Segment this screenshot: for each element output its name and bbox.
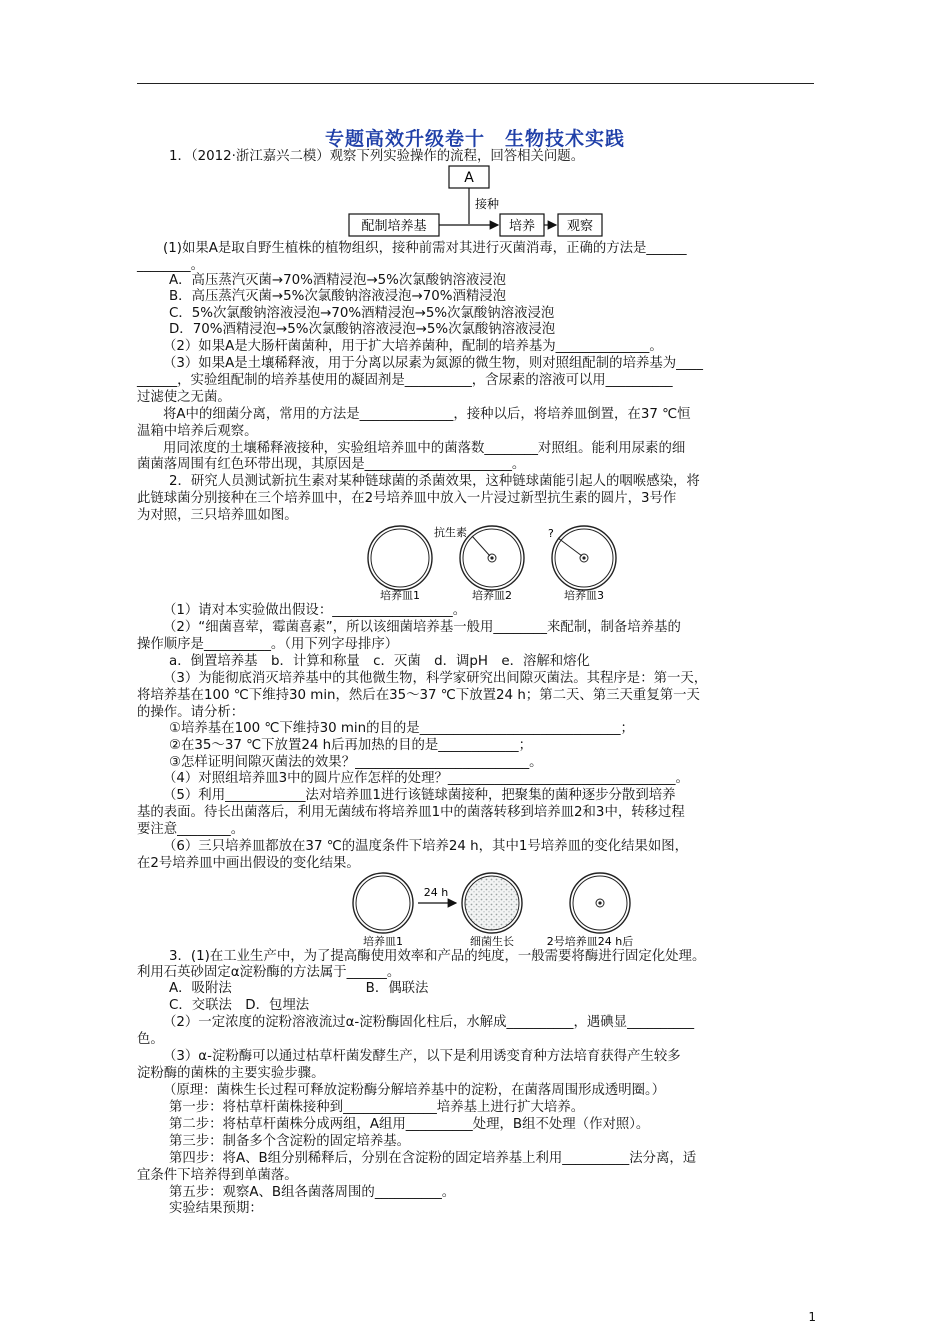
q2-part4: （4）对照组培养皿3中的圆片应作怎样的处理？__________________________________。 [163, 771, 689, 786]
q2-part3-item3: ③怎样证明间隙灭菌法的效果？__________________________。 [169, 755, 543, 770]
q3-step2: 第二步：将枯草杆菌株分成两组，A组用__________处理，B组不处理（作对照）。 [169, 1117, 650, 1132]
q3-step4: 第四步：将A、B组分别稀释后，分别在含淀粉的固定培养基上利用__________法分离，适 [169, 1151, 697, 1166]
q1-option-b: B．高压蒸汽灭菌→5%次氯酸钠溶液浸泡→70%酒精浸泡 [169, 289, 507, 304]
q3-part3: （3）α-淀粉酶可以通过枯草杆菌发酵生产，以下是利用诱变育种方法培育获得产生较多 [163, 1049, 681, 1064]
q1-option-c: C．5%次氯酸钠溶液浸泡→70%酒精浸泡→5%次氯酸钠溶液浸泡 [169, 306, 555, 321]
q2-part3-item1: ①培养基在100 ℃下维持30 min的目的是______________________________； [169, 721, 634, 736]
antibiotic-label: 抗生素 [434, 526, 467, 539]
question-mark-label: ? [548, 527, 554, 540]
question-1-stem: 1．（2012·浙江嘉兴二模）观察下列实验操作的流程，回答相关问题。 [169, 149, 585, 164]
page-number: 1 [808, 1310, 816, 1324]
growth-time-label: 24 h [423, 886, 449, 899]
q1-part1: (1)如果A是取自野生植株的植物组织，接种前需对其进行灭菌消毒，正确的方法是______ [163, 241, 687, 256]
q3-options-cd: C．交联法 D．包埋法 [169, 998, 310, 1013]
q3-stem-cont: 利用石英砂固定α淀粉酶的方法属于______。 [137, 965, 401, 980]
dish1-caption: 培养皿1 [380, 589, 420, 602]
growth-figure [350, 868, 640, 950]
question-2-stem: 2．研究人员测试新抗生素对某种链球菌的杀菌效果，这种链球菌能引起人的咽喉感染，将 [169, 474, 700, 489]
q2-part2: （2）“细菌喜荤，霉菌喜素”，所以该细菌培养基一般用________来配制，制备培养基的 [163, 620, 681, 635]
flow-culture-label: 培养 [508, 219, 536, 234]
q2-part6: （6）三只培养皿都放在37 ℃的温度条件下培养24 h，其中1号培养皿的变化结果如图， [163, 839, 689, 854]
page-title: 专题高效升级卷十 生物技术实践 [324, 128, 625, 150]
q1-isolation: 将A中的细菌分离，常用的方法是______________，接种以后，将培养皿倒置，在37 ℃恒 [163, 407, 691, 422]
q1-part2: （2）如果A是大肠杆菌菌种，用于扩大培养菌种，配制的培养基为______________。 [163, 339, 663, 354]
q1-option-a: A．高压蒸汽灭菌→70%酒精浸泡→5%次氯酸钠溶液浸泡 [169, 273, 507, 288]
q3-options-ab: A．吸附法 B．偶联法 [169, 981, 429, 996]
petri-dish-3 [552, 526, 616, 590]
growth-dish-1 [353, 873, 413, 933]
flow-inoculate-label: 接种 [475, 197, 500, 211]
q3-step4-cont: 宜条件下培养得到单菌落。 [137, 1168, 298, 1183]
q2-stem-end: 为对照，三只培养皿如图。 [137, 508, 298, 523]
q2-part6-cont: 在2号培养皿中画出假设的变化结果。 [137, 856, 360, 871]
q3-step3: 第三步：制备多个含淀粉的固定培养基。 [169, 1134, 411, 1149]
dish3-caption: 培养皿3 [564, 589, 604, 602]
q2-part2-cont: 操作顺序是__________。（用下列字母排序） [137, 637, 399, 652]
q3-expected-results: 实验结果预期： [169, 1201, 263, 1216]
q1-part3-end: 过滤使之无菌。 [137, 390, 231, 405]
flow-medium-label: 配制培养基 [361, 219, 427, 234]
q2-part1: （1）请对本实验做出假设：__________________。 [163, 603, 467, 618]
q2-part3-cont: 将培养基在100 ℃下维持30 min，然后在35～37 ℃下放置24 h；第二天、第三天重复第一天 [137, 688, 700, 703]
growth-dish1-caption: 培养皿1 [363, 935, 403, 948]
flow-diagram [345, 164, 605, 244]
petri-dish-2 [460, 526, 524, 590]
growth-dish2-caption: 2号培养皿24 h后 [546, 935, 634, 948]
q3-step1: 第一步：将枯草杆菌株接种到______________培养基上进行扩大培养。 [169, 1100, 585, 1115]
q1-part1-cont: ________。 [137, 258, 204, 273]
question-3-stem: 3．(1)在工业生产中，为了提高酶使用效率和产品的纯度，一般需要将酶进行固定化处理。 [169, 949, 706, 964]
q3-part3-cont: 淀粉酶的菌株的主要实验步骤。 [137, 1066, 325, 1081]
growth-caption: 细菌生长 [470, 935, 514, 948]
q1-part3-cont: ______，实验组配制的培养基使用的凝固剂是__________，含尿素的溶液可以用__________ [137, 373, 673, 388]
q3-part2-cont: 色。 [137, 1032, 164, 1047]
q1-part3: （3）如果A是土壤稀释液，用于分离以尿素为氮源的微生物，则对照组配制的培养基为____ [163, 356, 703, 371]
header-rule [137, 83, 814, 84]
q2-part5: （5）利用____________法对培养皿1进行该链球菌接种，把聚集的菌种逐步分散到培养 [163, 788, 676, 803]
q2-part5-end: 要注意________。 [137, 822, 245, 837]
q2-part2-options: a．倒置培养基 b．计算和称量 c．灭菌 d．调pH e．溶解和熔化 [169, 654, 590, 669]
q1-colonies-cont: 菌菌落周围有红色环带出现，其原因是______________________。 [137, 457, 526, 472]
q1-option-d: D．70%酒精浸泡→5%次氯酸钠溶液浸泡→5%次氯酸钠溶液浸泡 [169, 322, 556, 337]
bacteria-growth-dish [462, 873, 522, 933]
q2-part3-item2: ②在35～37 ℃下放置24 h后再加热的目的是____________； [169, 738, 532, 753]
q2-part5-cont: 基的表面。待长出菌落后，利用无菌绒布将培养皿1中的菌落转移到培养皿2和3中，转移过程 [137, 805, 685, 820]
q2-stem-cont: 此链球菌分别接种在三个培养皿中，在2号培养皿中放入一片浸过新型抗生素的圆片，3号作 [137, 491, 677, 506]
q2-part3: （3）为能彻底消灭培养基中的其他微生物，科学家研究出间隙灭菌法。其程序是：第一天， [163, 671, 708, 686]
q3-step5: 第五步：观察A、B组各菌落周围的__________。 [169, 1185, 456, 1200]
q3-part2: （2）一定浓度的淀粉溶液流过α-淀粉酶固化柱后，水解成__________，遇碘显__________ [163, 1015, 695, 1030]
q1-isolation-cont: 温箱中培养后观察。 [137, 424, 258, 439]
flow-observe-label: 观察 [566, 219, 594, 234]
petri-dish-1 [368, 526, 432, 590]
growth-dish-2 [570, 873, 630, 933]
dish2-caption: 培养皿2 [472, 589, 512, 602]
q2-part3-end: 的操作。请分析： [137, 705, 245, 720]
q3-principle: （原理：菌株生长过程可释放淀粉酶分解培养基中的淀粉，在菌落周围形成透明圈。） [163, 1083, 666, 1098]
petri-dish-figure [362, 520, 622, 602]
flow-a-label: A [464, 170, 474, 186]
q1-colonies: 用同浓度的土壤稀释液接种，实验组培养皿中的菌落数________对照组。能利用尿素的细 [163, 441, 686, 456]
